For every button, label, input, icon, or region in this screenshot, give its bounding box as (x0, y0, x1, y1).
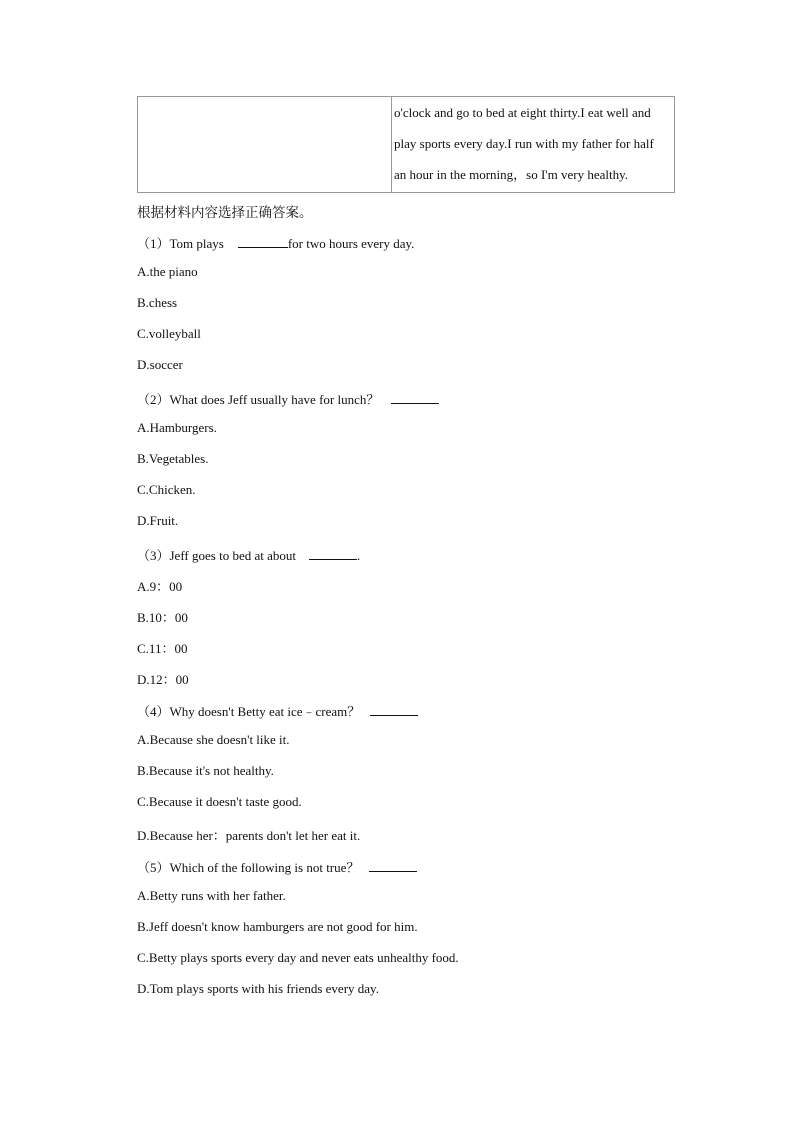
passage-table (137, 96, 675, 193)
question-text: （1）Tom plays (137, 236, 224, 251)
option: B.10：00 (137, 610, 188, 625)
passage-line: play sports every day.I run with my father for half (394, 136, 654, 151)
question-stem (137, 545, 360, 564)
option: A.Betty runs with her father. (137, 888, 286, 903)
answer-blank (238, 236, 288, 248)
option: D.Tom plays sports with his friends every day. (137, 981, 379, 996)
instruction-text: 根据材料内容选择正确答案。 (137, 205, 313, 221)
question-text: （4）Why doesn't Betty eat ice﹣cream？ (137, 704, 361, 719)
answer-blank (370, 704, 418, 716)
question-text-after: . (356, 548, 361, 563)
option: B.Because it's not healthy. (137, 763, 274, 778)
option: B.chess (137, 295, 178, 310)
answer-blank (309, 548, 357, 560)
option: C.Chicken. (137, 482, 196, 497)
question-stem (137, 701, 418, 720)
passage-line: o'clock and go to bed at eight thirty.I eat well and (394, 105, 651, 120)
question-text-after: for two hours every day. (287, 236, 415, 251)
question-text: （5）Which of the following is not true？ (137, 860, 360, 875)
question-stem (137, 389, 439, 408)
question-stem (137, 857, 417, 876)
table-cell-left (138, 97, 392, 193)
option: A.the piano (137, 264, 198, 279)
question-text: （2）What does Jeff usually have for lunch？ (137, 392, 380, 407)
option: D.Because her：parents don't let her eat it. (137, 828, 361, 843)
option: A.Because she doesn't like it. (137, 732, 290, 747)
table-cell-right (392, 97, 675, 193)
option: D.soccer (137, 357, 183, 372)
answer-blank (391, 392, 439, 404)
passage-line: an hour in the morning，so I'm very healthy. (394, 167, 629, 182)
option: B.Jeff doesn't know hamburgers are not good for him. (137, 919, 418, 934)
option: D.Fruit. (137, 513, 179, 528)
question-text: （3）Jeff goes to bed at about (137, 548, 296, 563)
table-row (138, 97, 675, 193)
option: C.Because it doesn't taste good. (137, 794, 302, 809)
option: A.Hamburgers. (137, 420, 217, 435)
question-stem (137, 233, 414, 252)
answer-blank (369, 860, 417, 872)
option: C.11：00 (137, 641, 188, 656)
option: A.9：00 (137, 579, 183, 594)
option: D.12：00 (137, 672, 189, 687)
option: B.Vegetables. (137, 451, 209, 466)
option: C.volleyball (137, 326, 201, 341)
option: C.Betty plays sports every day and never eats unhealthy food. (137, 950, 459, 965)
